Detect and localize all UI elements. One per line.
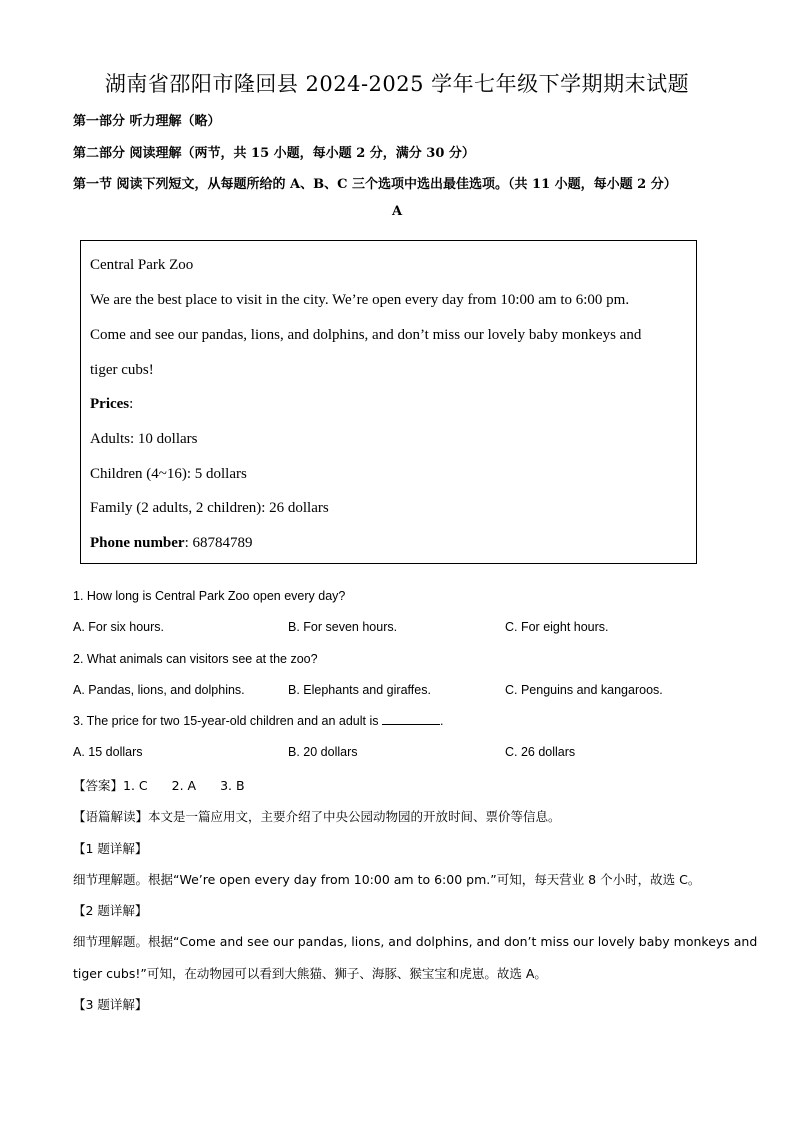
phone-value: : 68784789	[184, 535, 253, 551]
answer-blank	[382, 714, 440, 725]
detail-2-text-1: 细节理解题。根据“Come and see our pandas, lions, and dolphins, and don’t miss our lovely baby monkeys and	[73, 934, 758, 949]
overview-text: 本文是一篇应用文，主要介绍了中央公园动物园的开放时间、票价等信息。	[148, 809, 561, 824]
answer-label: 【答案】	[73, 778, 124, 793]
prices-heading	[90, 396, 133, 413]
question-1-stem: 1. How long is Central Park Zoo open every day?	[73, 589, 346, 603]
section1-instructions: 第一节 阅读下列短文，从每题所给的 A、B、C 三个选项中选出最佳选项。（共 11 小题，每小题 2 分）	[73, 177, 677, 192]
question-1-option-b: B. For seven hours.	[288, 620, 398, 634]
phone-line	[90, 535, 253, 552]
answer-1: 1. C	[123, 778, 148, 793]
question-3-stem-end: .	[439, 714, 444, 728]
question-3-option-b: B. 20 dollars	[288, 745, 358, 759]
passage-box	[80, 240, 697, 564]
question-2-option-b: B. Elephants and giraffes.	[288, 683, 431, 697]
question-1-option-c: C. For eight hours.	[505, 620, 609, 634]
zoo-name: Central Park Zoo	[90, 257, 194, 273]
question-3-stem-text: 3. The price for two 15-year-old children and an adult is	[73, 714, 379, 728]
detail-2-label: 【2 题详解】	[73, 903, 148, 918]
part1-heading: 第一部分 听力理解（略）	[73, 114, 221, 129]
prices-colon: :	[129, 396, 134, 412]
phone-label: Phone number	[90, 535, 185, 551]
question-3-stem	[73, 714, 443, 728]
answer-3: 3. B	[220, 778, 245, 793]
question-2-option-c: C. Penguins and kangaroos.	[505, 683, 663, 697]
question-3-option-c: C. 26 dollars	[505, 745, 576, 759]
question-1-option-a: A. For six hours.	[73, 620, 164, 634]
overview-label: 【语篇解读】	[73, 809, 149, 824]
overview-line	[73, 807, 561, 825]
price-children: Children (4~16): 5 dollars	[90, 466, 247, 482]
passage-line-3: tiger cubs!	[90, 362, 154, 378]
question-2-option-a: A. Pandas, lions, and dolphins.	[73, 683, 245, 697]
part2-heading: 第二部分 阅读理解（两节，共 15 小题，每小题 2 分，满分 30 分）	[73, 146, 475, 161]
page-title: 湖南省邵阳市隆回县 2024-2025 学年七年级下学期期末试题	[104, 72, 690, 96]
question-2-stem: 2. What animals can visitors see at the zoo?	[73, 652, 318, 666]
passage-line-1: We are the best place to visit in the city. We’re open every day from 10:00 am to 6:00 pm.	[90, 292, 630, 308]
prices-label: Prices	[90, 396, 130, 412]
answer-line	[73, 776, 245, 794]
detail-2-text-2: tiger cubs!”可知，在动物园可以看到大熊猫、狮子、海豚、猴宝宝和虎崽。故选 A。	[73, 966, 547, 981]
detail-1-label: 【1 题详解】	[73, 841, 148, 856]
passage-letter: A	[391, 204, 403, 219]
detail-1-text: 细节理解题。根据“We’re open every day from 10:00 am to 6:00 pm.”可知，每天营业 8 个小时，故选 C。	[73, 872, 701, 887]
passage-line-2: Come and see our pandas, lions, and dolphins, and don’t miss our lovely baby monkeys and	[90, 327, 642, 343]
answer-2: 2. A	[171, 778, 197, 793]
question-3-option-a: A. 15 dollars	[73, 745, 143, 759]
price-family: Family (2 adults, 2 children): 26 dollars	[90, 500, 329, 516]
price-adults: Adults: 10 dollars	[90, 431, 198, 447]
detail-3-label: 【3 题详解】	[73, 997, 148, 1012]
